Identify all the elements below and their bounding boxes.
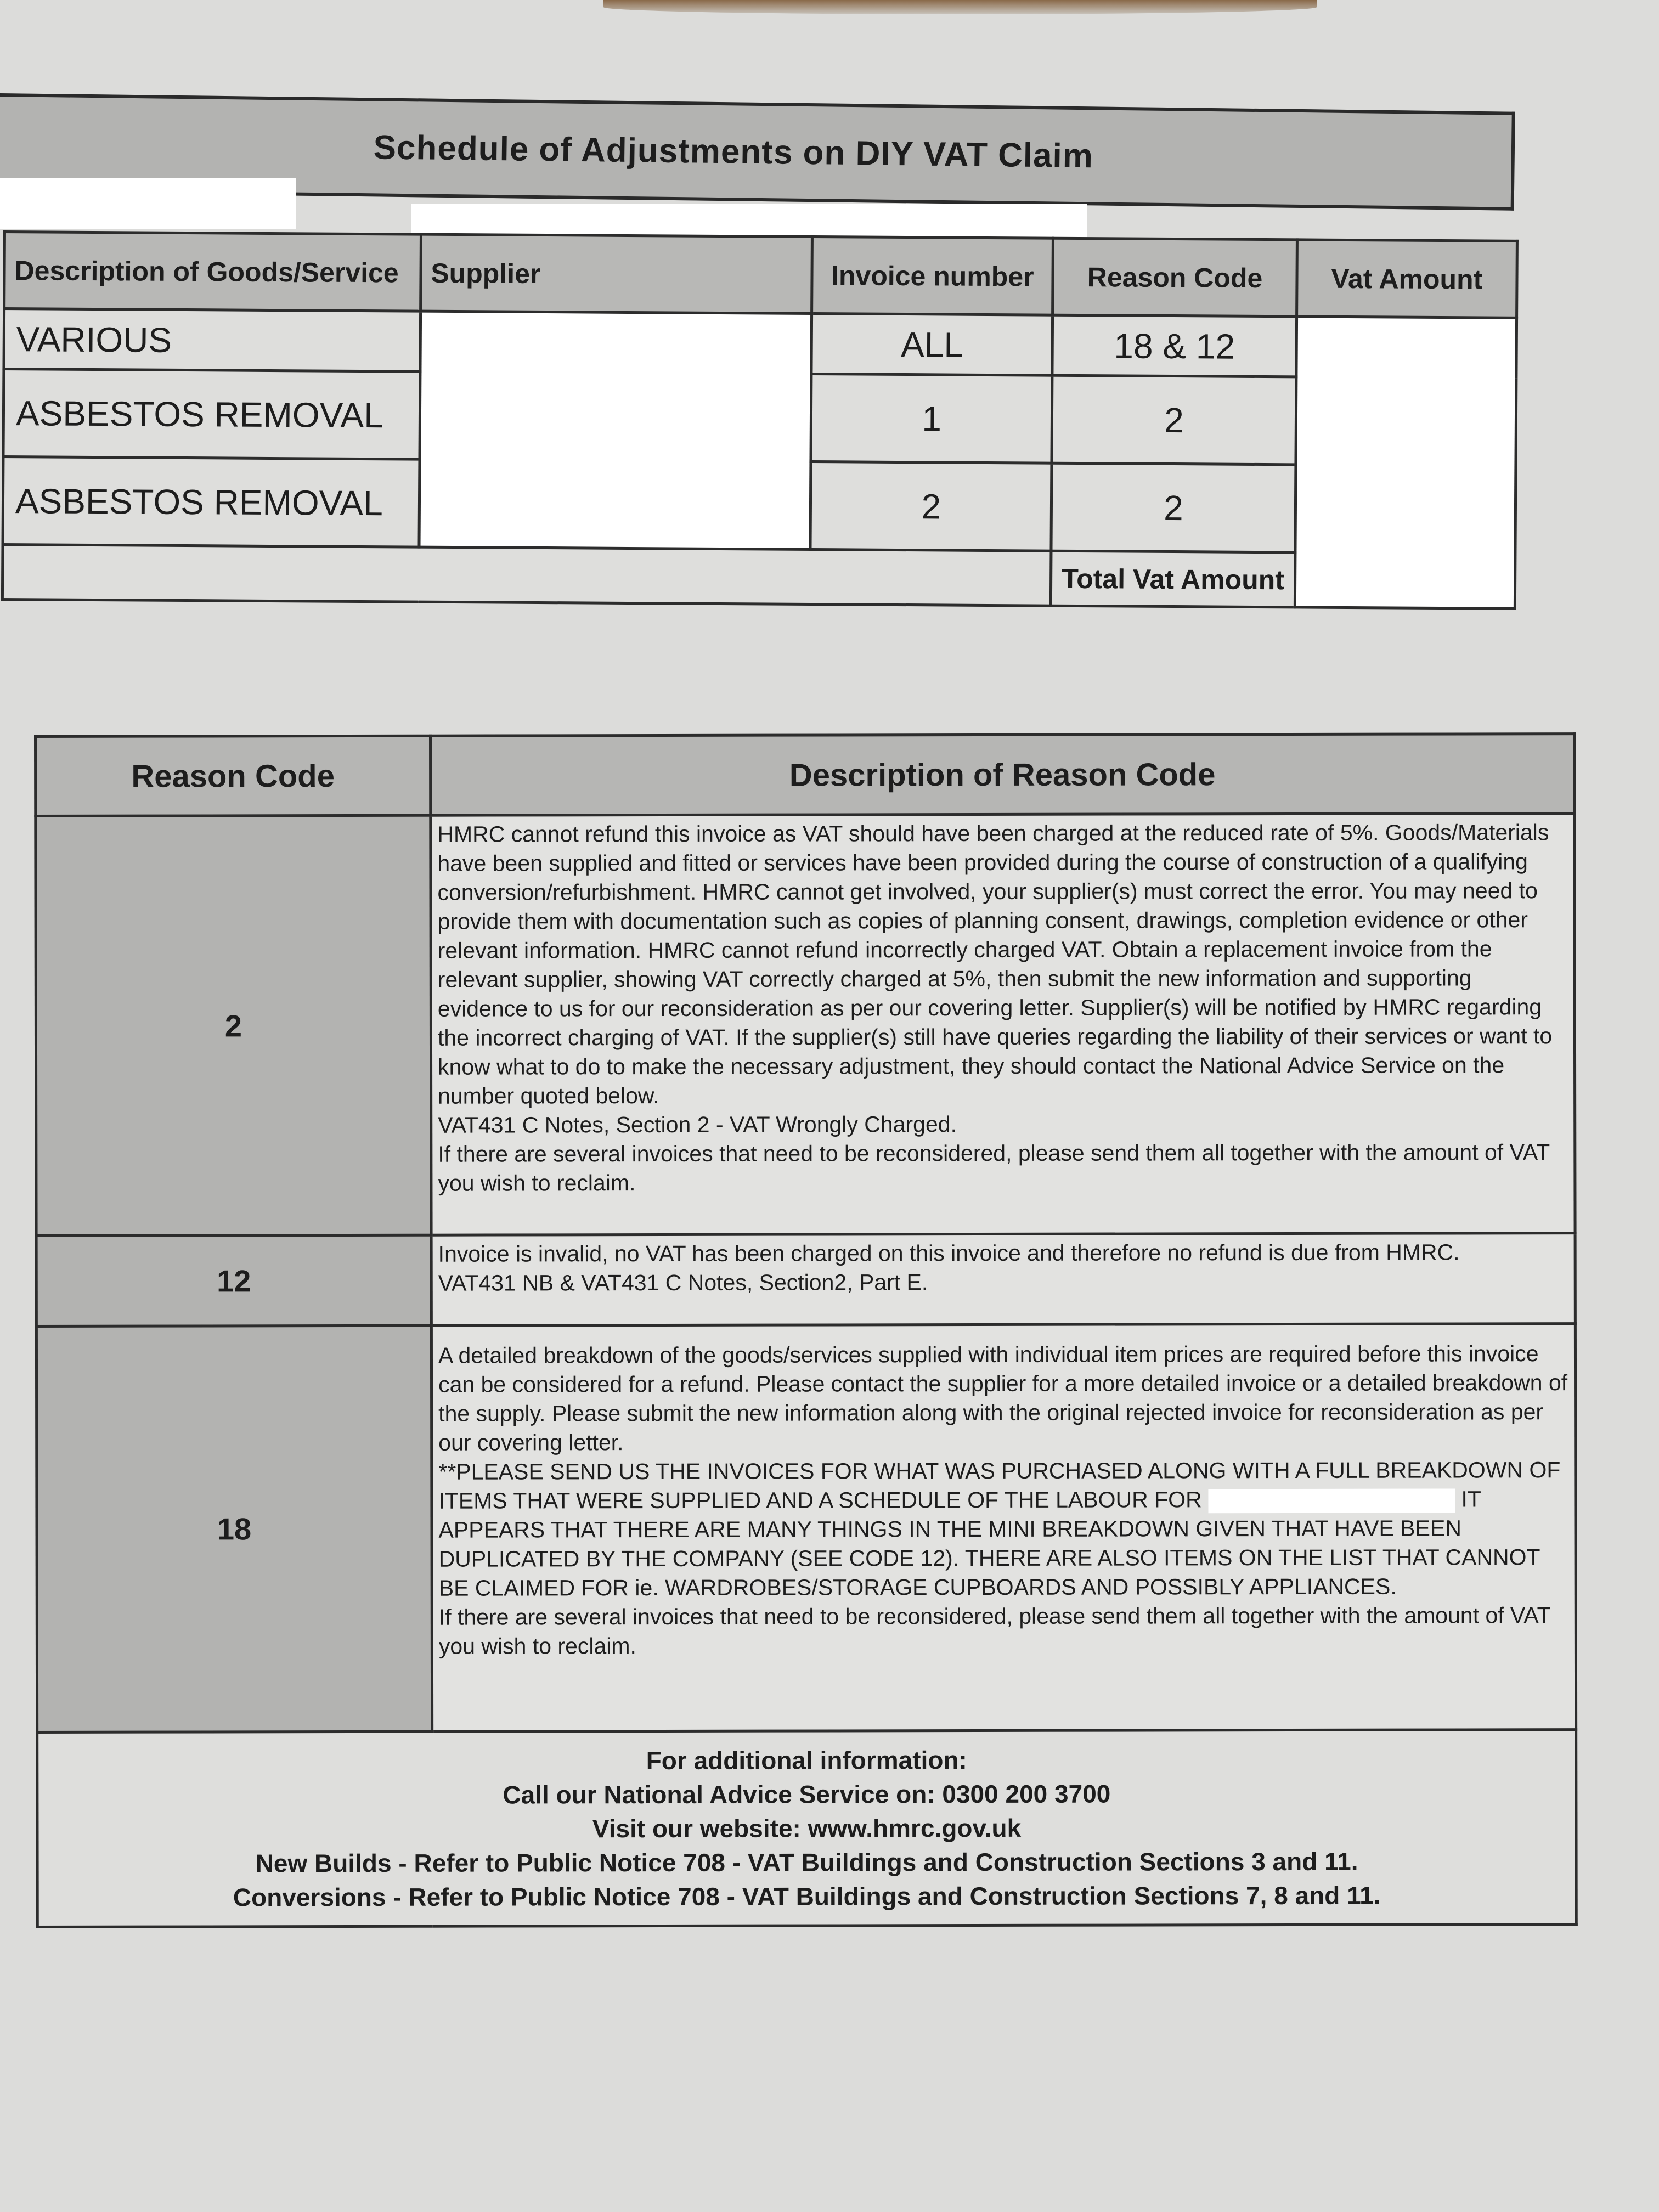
column-header-supplier: Supplier [420,234,812,313]
redaction-block [1208,1489,1455,1514]
supplier-redacted [419,311,812,549]
cell-reason-code: 2 [1052,375,1296,465]
cell-reason-code: 2 [1051,463,1295,552]
vat-amount-redacted [1295,317,1517,608]
column-header-invoice-number: Invoice number [812,237,1053,315]
cell-invoice-number: 1 [811,374,1052,464]
reason-description [431,1233,1575,1326]
cell-reason-code: 18 & 12 [1052,315,1296,377]
reason-caps-part-2: IT APPEARS THAT THERE ARE MANY THINGS IN THE MINI BREAKDOWN GIVEN THAT HAVE BEEN DUPLICATED BY THE COMPANY (SEE CODE 12). THERE ARE ALSO ITEMS ON THE LIST THAT CANNOT BE CLAIMED FOR ie. WARDROBES/STORAGE CUPBOARDS AND POSSIBLY APPLIANCES. [438,1486,1540,1601]
reason-paragraph: If there are several invoices that need to be reconsidered, please send them all together with the amount of VAT you wish to reclaim. [438,1139,1550,1196]
reason-caps-part-1: **PLEASE SEND US THE INVOICES FOR WHAT WAS PURCHASED ALONG WITH A FULL BREAKDOWN OF ITEMS THAT WERE SUPPLIED AND A SCHEDULE OF THE LABOUR FOR [438,1457,1561,1514]
table-row [4,309,1517,379]
cell-invoice-number: 2 [810,462,1052,551]
column-header-reason-code: Reason Code [1053,238,1297,317]
reason-paragraph: HMRC cannot refund this invoice as VAT should have been charged at the reduced rate of 5%. Goods/Materials have been supplied and fitted or services have been provided during the course of construction of a qualifying conversion/refurbishment. HMRC cannot get involved, your supplier(s) must correct the error. You may need to provide them with documentation such as copies of planning consent, drawings, completion evidence or other relevant information. HMRC cannot refund incorrectly charged VAT. Obtain a replacement invoice from the relevant supplier, showing VAT correctly charged at 5%, then submit the new information and supporting evidence to us for our reconsideration as per our covering letter. Supplier(s) will be notified by HMRC regarding the incorrect charging of VAT. If the supplier(s) still have queries regarding the liability of their services or want to know what to do to make the necessary adjustment, they should contact the National Advice Service on the number quoted below. [437,820,1553,1109]
reason-reference: VAT431 C Notes, Section 2 - VAT Wrongly Charged. [438,1111,957,1138]
reason-paragraph: Invoice is invalid, no VAT has been charged on this invoice and therefore no refund is due from HMRC. [438,1239,1460,1267]
footer-heading: For additional information: [646,1746,967,1775]
cell-invoice-number: ALL [811,314,1053,376]
reason-paragraph: If there are several invoices that need to be reconsidered, please send them all together with the amount of VAT you wish to reclaim. [438,1602,1550,1659]
column-header-vat-amount: Vat Amount [1296,240,1517,318]
additional-information [37,1730,1577,1927]
reason-codes-table [34,732,1578,1928]
reason-paragraph: A detailed breakdown of the goods/services supplied with individual item prices are required before this invoice can be considered for a refund. Please contact the supplier for a more detailed invoice or a detailed breakdown of the supply. Please submit the new information along with the original rejected invoice for reconsideration as per our covering letter. [438,1341,1568,1455]
total-row-spacer [2,545,1051,606]
reason-code: 2 [36,815,431,1235]
reason-description [431,814,1575,1235]
cell-description: VARIOUS [4,309,420,372]
redaction-block [0,178,296,229]
total-vat-label: Total Vat Amount [1051,551,1295,607]
footer-website: Visit our website: www.hmrc.gov.uk [592,1813,1022,1843]
total-row [2,545,1515,609]
reason-description [431,1324,1576,1732]
column-header-reason-code: Reason Code [36,736,431,816]
column-header-reason-description: Description of Reason Code [431,734,1575,816]
claims-table [1,230,1519,610]
cell-description: ASBESTOS REMOVAL [3,457,420,548]
reason-reference: VAT431 NB & VAT431 C Notes, Section2, Part E. [438,1269,928,1296]
claims-header-row [4,232,1517,318]
footer-new-builds: New Builds - Refer to Public Notice 708 - VAT Buildings and Construction Sections 3 and 11. [255,1847,1358,1878]
reason-code: 18 [36,1325,432,1732]
footer-phone: Call our National Advice Service on: 0300 200 3700 [503,1779,1111,1809]
reason-row-2 [36,814,1575,1236]
footer-conversions: Conversions - Refer to Public Notice 708 - VAT Buildings and Construction Sections 7, 8 and 11. [233,1881,1381,1912]
column-header-description: Description of Goods/Service [4,232,421,312]
reason-code: 12 [36,1235,431,1326]
cell-description: ASBESTOS REMOVAL [3,369,420,460]
reason-row-18 [36,1324,1576,1733]
document-title: Schedule of Adjustments on DIY VAT Claim [373,128,1094,175]
reason-row-12 [36,1233,1575,1327]
reasons-header-row [36,734,1575,816]
footer-row [37,1730,1577,1927]
reason-caps-paragraph [438,1455,1568,1603]
photo-background-edge [603,0,1317,14]
